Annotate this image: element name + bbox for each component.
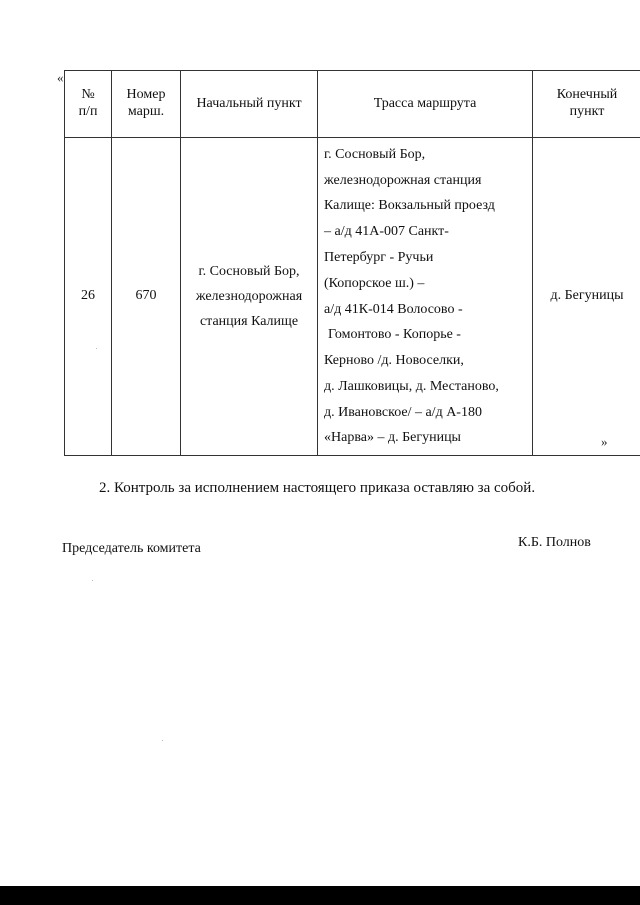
header-trace: Трасса маршрута	[318, 71, 533, 138]
scan-speck	[162, 740, 163, 741]
cell-route-no: 670	[112, 138, 181, 456]
start-line: станция Калище	[199, 314, 299, 329]
trace-line: Петербург - Ручьи	[324, 249, 434, 265]
trace-line: д. Лашковицы, д. Местаново,	[324, 378, 499, 394]
header-route-no-line1: Номер	[126, 87, 166, 103]
trace-line: Калище: Вокзальный проезд	[324, 198, 495, 214]
header-end-line1: Конечный	[556, 87, 618, 103]
trace-line: Гомонтово - Копорье -	[328, 327, 461, 343]
header-start: Начальный пункт	[181, 71, 318, 138]
scan-bottom-border	[0, 886, 640, 905]
trace-line: г. Сосновый Бор,	[324, 146, 426, 162]
cell-trace	[318, 138, 533, 456]
route-table	[64, 70, 640, 456]
trace-line: «Нарва» – д. Бегуницы	[324, 430, 461, 446]
start-line: г. Сосновый Бор,	[198, 264, 300, 279]
signatory-role: Председатель комитета	[62, 541, 201, 556]
trace-line: д. Ивановское/ – а/д А-180	[324, 404, 482, 420]
header-num	[65, 71, 112, 138]
scan-speck	[96, 348, 97, 349]
cell-start	[181, 138, 318, 456]
header-num-line2: п/п	[78, 104, 98, 119]
scan-speck	[92, 580, 93, 581]
trace-line: (Копорское ш.) –	[324, 275, 425, 291]
trace-line: Керново /д. Новоселки,	[324, 353, 464, 369]
opening-quote: «	[57, 70, 64, 85]
table-header-row	[65, 71, 640, 138]
header-end-line2: пункт	[569, 104, 605, 119]
cell-num: 26	[65, 138, 112, 456]
trace-line: железнодорожная станция	[324, 172, 482, 188]
header-end	[533, 71, 640, 138]
trace-line: а/д 41К-014 Волосово -	[324, 301, 463, 317]
start-line: железнодорожная	[195, 289, 303, 304]
header-route-no	[112, 71, 181, 138]
cell-end: д. Бегуницы	[533, 138, 640, 456]
table-row	[65, 138, 640, 456]
signatory-name: К.Б. Полнов	[518, 535, 591, 550]
header-route-no-line2: марш.	[127, 104, 165, 119]
trace-line: – а/д 41А-007 Санкт-	[324, 224, 449, 240]
closing-quote: »	[601, 434, 608, 449]
header-num-line1: №	[81, 87, 95, 103]
paragraph-item-2: 2. Контроль за исполнением настоящего приказа оставляю за собой.	[99, 480, 536, 496]
